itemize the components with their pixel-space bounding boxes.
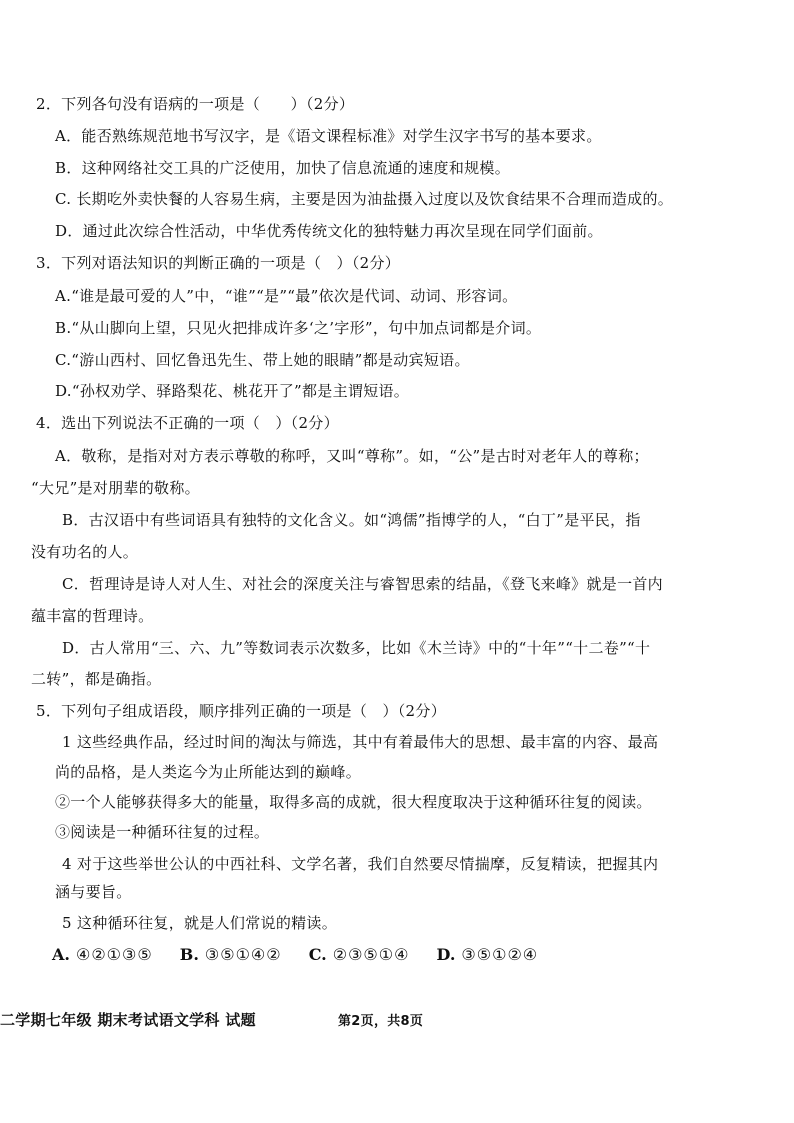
q5-sentence-5: 5 这种循环往复，就是人们常说的精读。 xyxy=(62,914,338,932)
choice-c-label: C. xyxy=(308,945,327,964)
q5-sentence-1: 1 这些经典作品，经过时间的淘汰与筛选，其中有着最伟大的思想、最丰富的内容、最高 xyxy=(62,733,659,751)
q5-sentence-3: ③阅读是一种循环往复的过程。 xyxy=(55,823,270,841)
footer-exam-title: 二学期七年级 期末考试语文学科 试题 xyxy=(0,1011,256,1029)
q4-option-d-cont: 二转”，都是确指。 xyxy=(31,670,162,688)
choice-c-value: ②③⑤①④ xyxy=(332,945,410,964)
q2-option-a: A．能否熟练规范地书写汉字，是《语文课程标准》对学生汉字书写的基本要求。 xyxy=(55,127,602,145)
choice-a-label: A. xyxy=(52,945,70,964)
q5-choices xyxy=(52,944,560,966)
q4-option-d: D．古人常用“三、六、九”等数词表示次数多，比如《木兰诗》中的“十年”“十二卷”“十 xyxy=(62,639,651,657)
choice-a-value: ④②①③⑤ xyxy=(75,945,153,964)
q4-option-c: C．哲理诗是诗人对人生、对社会的深度关注与睿智思索的结晶，《登飞来峰》就是一首内 xyxy=(62,575,663,593)
q2-option-c: C. 长期吃外卖快餐的人容易生病，主要是因为油盐摄入过度以及饮食结果不合理而造成的。 xyxy=(55,190,674,208)
q5-sentence-4-cont: 涵与要旨。 xyxy=(55,883,132,901)
q4-option-a: A．敬称，是指对对方表示尊敬的称呼，又叫“尊称”。如，“公”是古时对老年人的尊称； xyxy=(55,447,649,465)
q4-option-b-cont: 没有功名的人。 xyxy=(31,543,139,561)
q5-sentence-4: 4 对于这些举世公认的中西社科、文学名著，我们自然要尽情揣摩，反复精读，把握其内 xyxy=(62,855,659,873)
q5-sentence-1-cont: 尚的品格，是人类迄今为止所能达到的巅峰。 xyxy=(55,763,362,781)
q3-option-b: B.“从山脚向上望，只见火把排成许多‘之’字形”，句中加点词都是介词。 xyxy=(55,319,542,337)
choice-d-value: ③⑤①②④ xyxy=(461,945,539,964)
q4-stem: 4．选出下列说法不正确的一项（ ）（2分） xyxy=(36,414,339,432)
q3-option-a: A.“谁是最可爱的人”中，“谁”“是”“最”依次是代词、动词、形容词。 xyxy=(55,287,518,305)
choice-b-label: B. xyxy=(179,945,199,964)
footer-page-number: 第2页，共8页 xyxy=(338,1014,424,1029)
q3-option-d: D.“孙权劝学、驿路梨花、桃花开了”都是主谓短语。 xyxy=(55,382,410,400)
q2-option-d: D．通过此次综合性活动，中华优秀传统文化的独特魅力再次呈现在同学们面前。 xyxy=(55,222,603,240)
q4-option-a-cont: “大兄”是对朋辈的敬称。 xyxy=(31,479,200,497)
q4-option-b: B．古汉语中有些词语具有独特的文化含义。如“鸿儒”指博学的人，“白丁”是平民，指 xyxy=(62,511,641,529)
q3-stem: 3．下列对语法知识的判断正确的一项是（ ）（2分） xyxy=(36,254,401,272)
q4-option-c-cont: 蕴丰富的哲理诗。 xyxy=(31,607,154,625)
choice-d-label: D. xyxy=(436,945,456,964)
q3-option-c: C.“游山西村、回忆鲁迅先生、带上她的眼睛”都是动宾短语。 xyxy=(55,351,470,369)
q2-option-b: B．这种网络社交工具的广泛使用，加快了信息流通的速度和规模。 xyxy=(55,159,511,177)
q5-stem: 5．下列句子组成语段，顺序排列正确的一项是（ ）（2分） xyxy=(36,702,446,720)
q2-stem: 2．下列各句没有语病的一项是（ ）（2分） xyxy=(36,95,355,113)
q5-sentence-2: ②一个人能够获得多大的能量，取得多高的成就，很大程度取决于这种循环往复的阅读。 xyxy=(55,793,652,811)
choice-b-value: ③⑤①④② xyxy=(204,945,282,964)
